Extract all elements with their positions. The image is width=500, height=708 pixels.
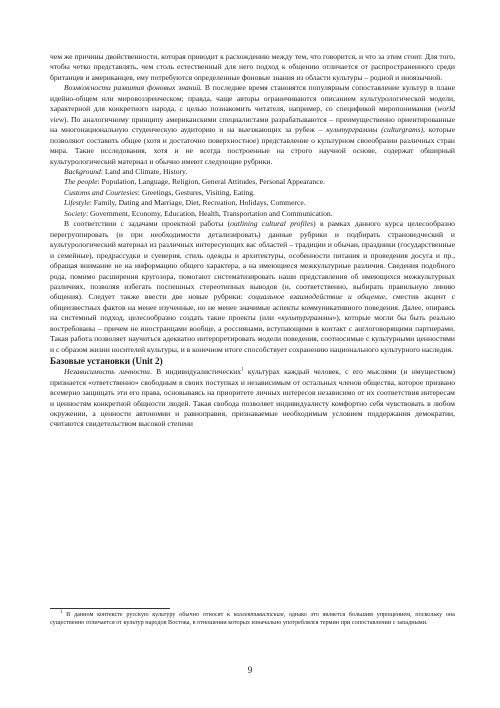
paragraph-text: чем же причины двойственности, которая приводит к расхождению между тем, что говорится, и что за этим стоит. Для того, чтобы четко представлять, чем столь естественный для него подход к общению отличается от распространенного среди британцев и американцев, ему потребуются определенные фоновые знания из области культуры – родной и иноязычной. bbox=[50, 52, 455, 82]
rubric-text: : Government, Economy, Education, Health, Transportation and Communication. bbox=[85, 208, 333, 218]
rubric-label: The people bbox=[64, 177, 98, 187]
term-culturgrams: культурграммы (culturgrams) bbox=[326, 125, 424, 135]
rubric-text: : Family, Dating and Marriage, Diet, Recreation, Holidays, Commerce. bbox=[89, 198, 306, 208]
rubric-label: Customs and Courtesies bbox=[64, 187, 138, 197]
footnote-italic-term: коллективистским bbox=[233, 611, 284, 618]
footnote-part: , однако это является большим упрощением, поскольку она существенно отличается от культур народов Востока, в отношении которых изначально употреблялся термин при сопоставлении с западными. bbox=[50, 611, 456, 627]
paragraph-independence bbox=[50, 367, 455, 430]
rubric-label: Background bbox=[64, 166, 101, 176]
rubric-background bbox=[50, 167, 455, 177]
paragraph-text: , которые позволяют составить общее (хотя и достаточно поверхностное) представление о культурном своеобразии различных стран мира. Такие исследования, хотя и не всегда построенные на строго научной основе, содержат обширный культурологический материал и обычно имеют следующие рубрики. bbox=[50, 125, 455, 166]
paragraph-text: В последнее время становятся популярным сопоставление культур в плане идейно-общем или мировоззренческом; правда, чаще авторы ограничиваются описанием культурологической модели, характерной для конкретного народа, с целью познакомить читателя, например, со спецификой миропонимания ( bbox=[50, 83, 455, 114]
term-culturgrams-quoted: культурграммы bbox=[281, 313, 333, 323]
paragraph-text: , сместив акцент с общеизвестных фактов на менее изученные, но не менее значимые аспекты коммуникативного поведения. Далее, опираясь на системный подход, целесообразно создать такие проекты (или « bbox=[50, 292, 455, 323]
paragraph-project-work bbox=[50, 219, 455, 355]
paragraph-text: . В индивидуалистических bbox=[149, 367, 242, 377]
paragraph-background-knowledge bbox=[50, 83, 455, 167]
paragraph-text: культурах каждый человек, с его мыслями (и имуществом) признается «ответственно» свободным в своих поступках и независимым от остальных членов общества, которое призвано всемерно защищать эти его права, основываясь на приоритете личных интересов независимо от их соответствия интересам и ценностям конкретной общности людей. Такая свобода позволяет индивидуалисту комфортно себя чувствовать в любом окружении, а ценности автономии и равноправия, признаваемые необходимым условием поддержания демократии, считаются свидетельством высокой степени bbox=[50, 367, 455, 429]
rubric-text: : Greetings, Gestures, Visiting, Eating. bbox=[137, 187, 255, 197]
section-heading: Базовые установки (Unit 2) bbox=[50, 356, 163, 367]
rubric-people bbox=[50, 177, 455, 187]
term-world-view: world view bbox=[50, 104, 455, 124]
paragraph-lead-italic: Возможности развития фоновых знаний. bbox=[64, 83, 203, 93]
rubric-lifestyle bbox=[50, 198, 455, 208]
footnote-ref: 1 bbox=[241, 367, 244, 373]
paragraph-lead-italic: Независимость личности bbox=[64, 367, 150, 377]
footnote-number: 1 bbox=[60, 609, 63, 615]
footnote-part: В данном контексте русскую культуру обычно относят к bbox=[62, 611, 234, 618]
paragraph-text: ). По аналогичному принципу американскими специалистами разрабатываются – преимущественно ориентированные на многонациональную студенческую аудиторию и на выезжающих за рубеж – bbox=[50, 114, 455, 135]
term-social-interaction: социальное взаимодействие и общение bbox=[248, 292, 386, 302]
main-text bbox=[50, 52, 455, 430]
rubric-customs bbox=[50, 188, 455, 198]
footnote-text bbox=[50, 611, 455, 628]
paragraph-text: »), которые могли бы быть реально востребованы – причем не иностранцами вообще, а россиянами, вступающими в контакт с англоговорящими партнерами. Такая работа позволяет научиться адекватно интерпретировать модели поведения, соотносимые с культурными ценностями и с образом жизни носителей культуры, и в конечном итоге способствует сохранению национального культурного наследия. bbox=[50, 313, 455, 354]
term-outlining-cultural-profiles: outlining cultural profiles bbox=[230, 219, 314, 229]
footnote bbox=[50, 611, 455, 628]
rubric-text: : Land and Climate, History. bbox=[100, 166, 188, 176]
page-number: 9 bbox=[247, 665, 253, 675]
rubric-text: : Population, Language, Religion, General Attitudes, Personal Appearance. bbox=[97, 177, 325, 187]
rubric-society bbox=[50, 209, 455, 219]
rubric-label: Lifestyle bbox=[64, 198, 90, 208]
paragraph-text: В соответствии с задачами проектной работы ( bbox=[64, 219, 231, 229]
rubric-label: Society bbox=[64, 208, 86, 218]
footnote-divider bbox=[50, 608, 170, 609]
paragraph-intro bbox=[50, 52, 455, 83]
paragraph-text: ) в рамках данного курса целесообразно перегруппировать (и при необходимости детализировать) данные рубрики и подбирать страноведческий и культурологический материал из различных интересующих вас областей – традиции и обычаи, праздники (государственные и семейные), предрассудки и суеверия, стиль одежды и архитектуры, особенности питания и проведения досуга и пр., обращая внимание не на информацию общего характера, а на имеющиеся межкультурные различия. Сведения подобного рода, помимо расширения кругозора, помогают систематизировать наши представления об имеющихся межкультурных различиях, позволяя избегать поспешных стереотипных выводов (и, соответственно, выбирать правильную линию общения). Следует также ввести две новые рубрики: bbox=[50, 219, 455, 302]
